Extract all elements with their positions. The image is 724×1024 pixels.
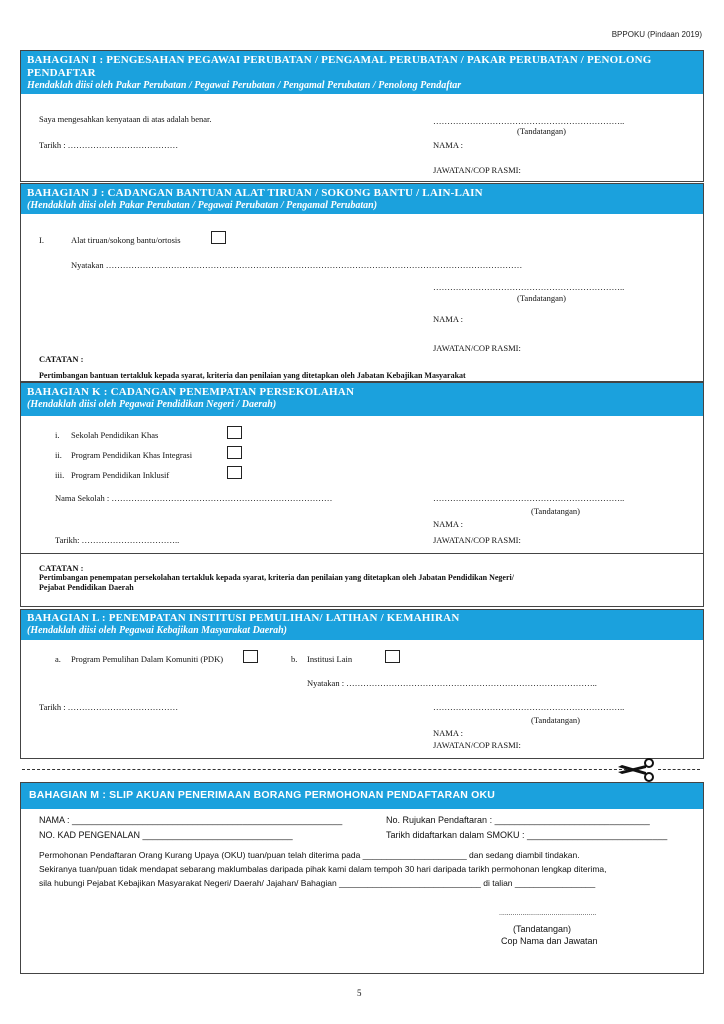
prosthesis-checkbox[interactable] [211,231,226,244]
option-b-label: Institusi Lain [307,654,353,664]
item-number: I. [39,235,44,245]
note-text: Pejabat Pendidikan Daerah [39,583,134,592]
section-j [20,183,704,382]
pdk-checkbox[interactable] [243,650,258,663]
inclusive-program-checkbox[interactable] [227,466,242,479]
cut-line-end [658,769,700,770]
date-field[interactable]: Tarikh : ………………………………… [39,140,179,150]
divider [21,553,703,554]
option-a-number: a. [55,654,61,664]
acknowledgement-text: Permohonan Pendaftaran Orang Kurang Upaya (OKU) tuan/puan telah diterima pada ______________________ dan sedang diambil tindakan. [39,850,580,860]
option-b-number: b. [291,654,298,664]
section-i-title: BAHAGIAN I : PENGESAHAN PEGAWAI PERUBATAN / PENGAMAL PERUBATAN / PAKAR PERUBATAN / PENOLONG PENDAFTAR [27,54,652,79]
name-field[interactable]: NAMA : [433,314,463,324]
name-field[interactable]: NAMA : [433,728,463,738]
registration-ref-field[interactable]: No. Rujukan Pendaftaran : _______________________________ [386,815,650,825]
section-j-title: BAHAGIAN J : CADANGAN BANTUAN ALAT TIRUAN / SOKONG BANTU / LAIN-LAIN [27,187,483,199]
signature-label: (Tandatangan) [513,924,572,934]
specify-field[interactable]: Nyatakan ………………………………………………………………………………………………………………………………… [71,260,523,270]
ic-number-field[interactable]: NO. KAD PENGENALAN ______________________________ [39,830,293,840]
option-label: Sekolah Pendidikan Khas [71,430,159,440]
section-m [20,782,704,974]
option-a-label: Program Pemulihan Dalam Komuniti (PDK) [71,654,224,664]
section-l-subtitle: (Hendaklah diisi oleh Pegawai Kebajikan Masyarakat Daerah) [27,625,288,636]
option-label: Program Pendidikan Inklusif [71,470,170,480]
section-l [20,609,704,759]
acknowledgement-text: Sekiranya tuan/puan tidak mendapat sebarang maklumbalas daripada pihak kami dalam tempoh 30 hari daripada tarikh permohonan lengkap diterima, [39,864,607,874]
note-title: CATATAN : [39,563,84,573]
specify-field[interactable]: Nyatakan : …………………………………………………………………………….. [307,678,597,688]
signature-label: (Tandatangan) [531,715,580,725]
signature-label: (Tandatangan) [517,126,566,136]
position-stamp-field[interactable]: JAWATAN/COP RASMI: [433,740,521,750]
note-title: CATATAN : [39,354,84,364]
position-stamp-field[interactable]: JAWATAN/COP RASMI: [433,535,521,545]
section-k-header [21,383,703,416]
cut-line [22,769,632,770]
signature-line[interactable]: ………………………………………………………….. [433,116,625,126]
scissors-icon [616,757,660,783]
date-field[interactable]: Tarikh : ………………………………… [39,702,179,712]
section-j-header [21,184,703,214]
section-m-title: BAHAGIAN M : SLIP AKUAN PENERIMAAN BORANG PERMOHONAN PENDAFTARAN OKU [29,789,496,801]
item-label: Alat tiruan/sokong bantu/ortosis [71,235,181,245]
smoku-date-field[interactable]: Tarikh didaftarkan dalam SMOKU : ____________________________ [386,830,668,840]
option-number: iii. [55,470,65,480]
school-name-field[interactable]: Nama Sekolah : …………………………………………………………………… [55,493,333,503]
page-number: 5 [357,988,362,998]
section-i-subtitle: Hendaklah diisi oleh Pakar Perubatan / Pegawai Perubatan / Pengamal Perubatan / Penolong Pendaftar [27,80,462,91]
section-k-subtitle: (Hendaklah diisi oleh Pegawai Pendidikan Negeri / Daerah) [27,399,277,410]
signature-label: (Tandatangan) [531,506,580,516]
note-text: Pertimbangan penempatan persekolahan tertakluk kepada syarat, kriteria dan penilaian yang ditetapkan oleh Jabatan Pendidikan Negeri/ [39,573,514,582]
section-k-title: BAHAGIAN K : CADANGAN PENEMPATAN PERSEKOLAHAN [27,386,355,398]
acknowledgement-text: sila hubungi Pejabat Kebajikan Masyarakat Negeri/ Daerah/ Jajahan/ Bahagian ______________________________ di talian _________________ [39,878,596,888]
confirmation-text: Saya mengesahkan kenyataan di atas adalah benar. [39,114,212,124]
other-institution-checkbox[interactable] [385,650,400,663]
section-i [20,50,704,182]
position-stamp-field[interactable]: JAWATAN/COP RASMI: [433,165,521,175]
integration-program-checkbox[interactable] [227,446,242,459]
section-j-subtitle: (Hendaklah diisi oleh Pakar Perubatan / Pegawai Perubatan / Pengamal Perubatan) [27,200,378,211]
date-field[interactable]: Tarikh: …………………………….. [55,535,180,545]
position-stamp-field[interactable]: JAWATAN/COP RASMI: [433,343,521,353]
section-l-title: BAHAGIAN L : PENEMPATAN INSTITUSI PEMULIHAN/ LATIHAN / KEMAHIRAN [27,612,460,624]
name-field[interactable]: NAMA : ______________________________________________________ [39,815,343,825]
signature-line[interactable]: .................................................. [499,910,597,917]
signature-label: (Tandatangan) [517,293,566,303]
name-field[interactable]: NAMA : [433,519,463,529]
section-m-header [21,783,703,809]
special-school-checkbox[interactable] [227,426,242,439]
option-number: ii. [55,450,62,460]
option-label: Program Pendidikan Khas Integrasi [71,450,193,460]
signature-line[interactable]: ………………………………………………………….. [433,282,625,292]
note-text: Pertimbangan bantuan tertakluk kepada syarat, kriteria dan penilaian yang ditetapkan oleh Jabatan Kebajikan Masyarakat [39,371,466,380]
signature-line[interactable]: ………………………………………………………….. [433,493,625,503]
name-field[interactable]: NAMA : [433,140,463,150]
option-number: i. [55,430,60,440]
section-i-header [21,51,703,94]
signature-line[interactable]: ………………………………………………………….. [433,702,625,712]
document-reference: BPPOKU (Pindaan 2019) [611,30,702,39]
section-l-header [21,610,703,640]
stamp-label: Cop Nama dan Jawatan [501,936,598,946]
section-k [20,382,704,607]
